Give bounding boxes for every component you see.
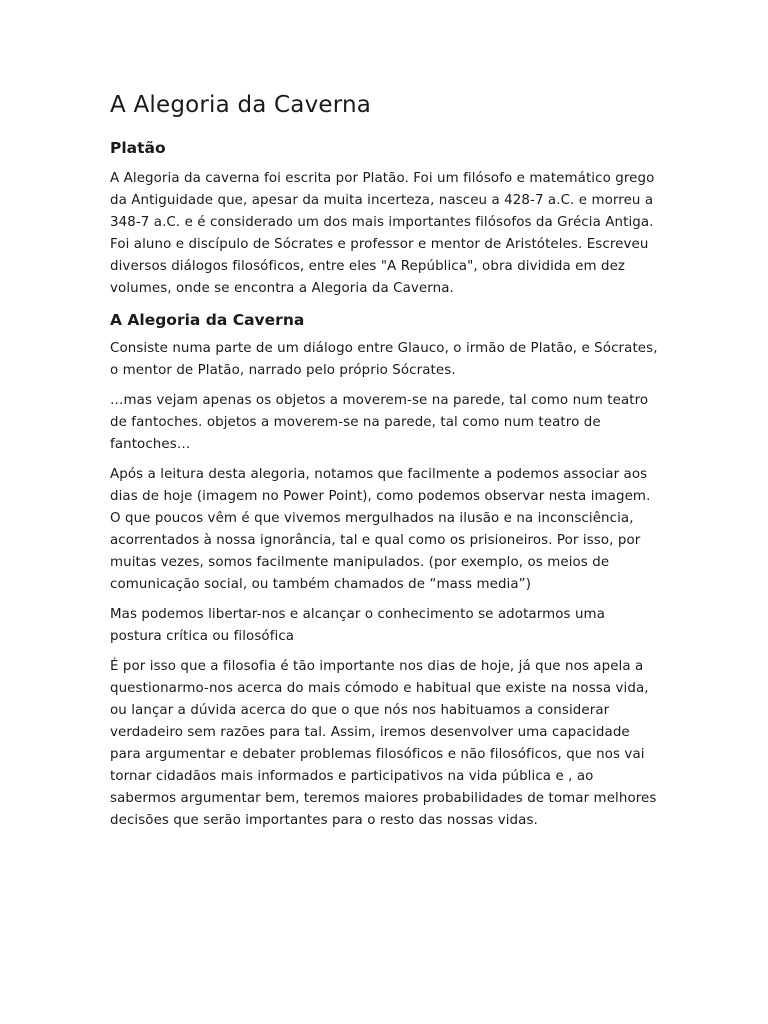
section-heading: A Alegoria da Caverna bbox=[110, 311, 305, 329]
document-title: A Alegoria da Caverna bbox=[110, 92, 372, 118]
body-paragraph: Mas podemos libertar-nos e alcançar o conhecimento se adotarmos uma postura crítica ou filosófica bbox=[110, 607, 605, 644]
intro-paragraph: A Alegoria da caverna foi escrita por Platão. Foi um filósofo e matemático grego da Antiguidade que, apesar da muita incerteza, nasceu a 428-7 a.C. e morreu a 348-7 a.C. e é considerado um dos mais importantes filósofos da Grécia Antiga. Foi aluno e discípulo de Sócrates e professor e mentor de Aristóteles. Escreveu diversos diálogos filosóficos, entre eles "A República", obra dividida em dez volumes, onde se encontra a Alegoria da Caverna. bbox=[110, 171, 655, 296]
body-paragraph: Após a leitura desta alegoria, notamos que facilmente a podemos associar aos dias de hoje (imagem no Power Point), como podemos observar nesta imagem. O que poucos vêm é que vivemos mergulhados na ilusão e na inconsciência, acorrentados à nossa ignorância, tal e qual como os prisioneiros. Por isso, por muitas vezes, somos facilmente manipulados. (por exemplo, os meios de comunicação social, ou também chamados de “mass media”) bbox=[110, 467, 651, 592]
body-paragraph: Consiste numa parte de um diálogo entre Glauco, o irmão de Platão, e Sócrates, o mentor de Platão, narrado pelo próprio Sócrates. bbox=[110, 341, 658, 378]
document-page bbox=[110, 88, 658, 840]
author-heading: Platão bbox=[110, 139, 166, 157]
body-paragraph: É por isso que a filosofia é tão importante nos dias de hoje, já que nos apela a questionarmo-nos acerca do mais cómodo e habitual que existe na nossa vida, ou lançar a dúvida acerca do que o que nós nos habituamos a considerar verdadeiro sem razões para tal. Assim, iremos desenvolver uma capacidade para argumentar e debater problemas filosóficos e não filosóficos, que nos vai tornar cidadãos mais informados e participativos na vida pública e , ao sabermos argumentar bem, teremos maiores probabilidades de tomar melhores decisões que serão importantes para o resto das nossas vidas. bbox=[110, 659, 657, 828]
body-paragraph: …mas vejam apenas os objetos a moverem-se na parede, tal como num teatro de fantoches. objetos a moverem-se na parede, tal como num teatro de fantoches… bbox=[110, 393, 649, 452]
